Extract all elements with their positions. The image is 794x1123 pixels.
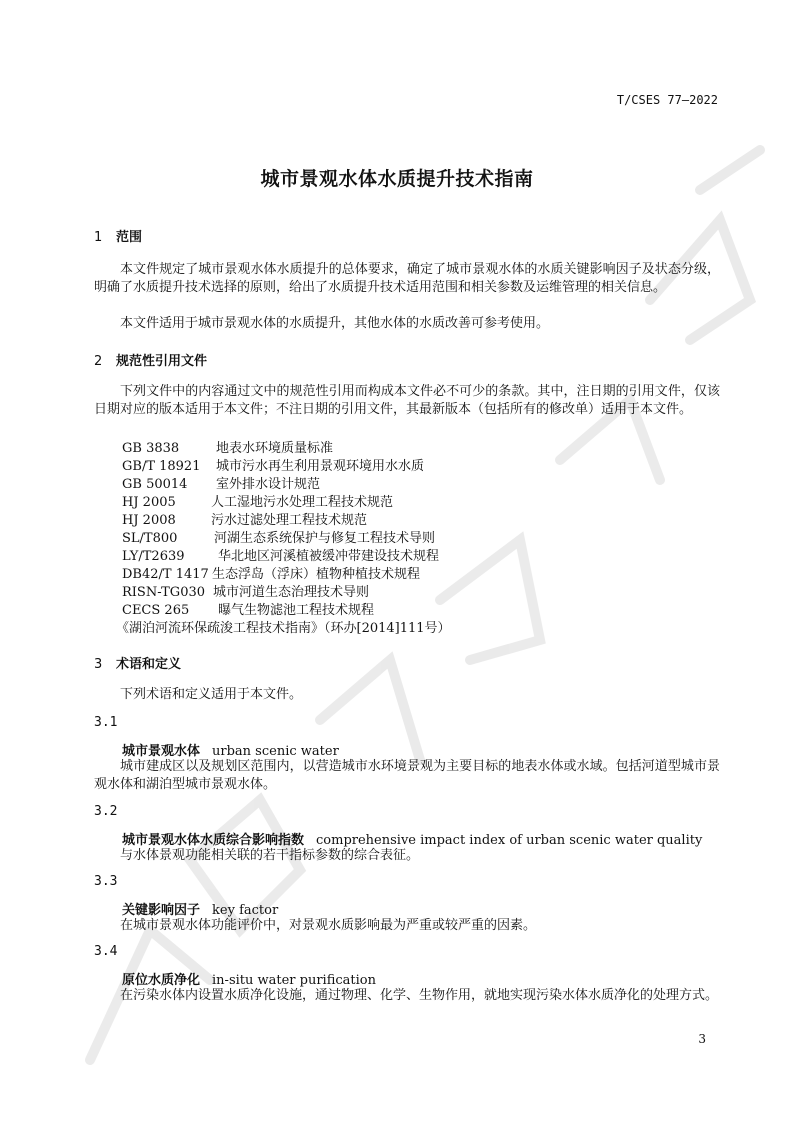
reference-name: 人工湿地污水处理工程技术规范 bbox=[211, 495, 394, 510]
section-title: 规范性引用文件 bbox=[116, 354, 208, 369]
section-3-heading bbox=[94, 653, 181, 672]
reference-item bbox=[122, 473, 320, 492]
reference-item bbox=[122, 527, 435, 546]
reference-code: GB 3838 bbox=[122, 441, 180, 456]
reference-name: 室外排水设计规范 bbox=[216, 477, 321, 492]
section-1-heading bbox=[94, 226, 142, 245]
term-definition: 在污染水体内设置水质净化设施，通过物理、化学、生物作用，就地实现污染水体水质净化的处理方式。 bbox=[120, 988, 719, 1003]
reference-name: 污水过滤处理工程技术规范 bbox=[211, 513, 368, 528]
term-heading bbox=[122, 969, 376, 988]
reference-item bbox=[122, 437, 333, 456]
reference-item bbox=[122, 581, 369, 600]
term-en: key factor bbox=[212, 903, 279, 918]
reference-name: 地表水环境质量标准 bbox=[216, 441, 334, 456]
reference-code: HJ 2005 bbox=[122, 495, 176, 510]
reference-item: 《湖泊河流环保疏浚工程技术指南》（环办[2014]111号） bbox=[116, 621, 451, 636]
section-title: 范围 bbox=[116, 230, 143, 245]
reference-name: 曝气生物滤池工程技术规程 bbox=[218, 603, 375, 618]
document-title: 城市景观水体水质提升技术指南 bbox=[260, 168, 534, 190]
term-heading bbox=[122, 899, 278, 918]
section-title: 术语和定义 bbox=[116, 657, 182, 672]
term-heading bbox=[122, 740, 339, 759]
reference-name: 城市河道生态治理技术导则 bbox=[213, 585, 370, 600]
paragraph: 下列术语和定义适用于本文件。 bbox=[120, 687, 303, 702]
section-2-heading bbox=[94, 350, 207, 369]
term-number: 3.2 bbox=[94, 804, 118, 819]
term-number: 3.1 bbox=[94, 715, 118, 730]
term-en: in-situ water purification bbox=[212, 973, 376, 988]
reference-item bbox=[122, 509, 367, 528]
reference-code: CECS 265 bbox=[122, 603, 190, 618]
term-zh: 关键影响因子 bbox=[122, 903, 201, 918]
term-zh: 城市景观水体水质综合影响指数 bbox=[122, 833, 305, 848]
term-definition: 与水体景观功能相关联的若干指标参数的综合表征。 bbox=[120, 848, 420, 863]
term-en: urban scenic water bbox=[212, 744, 339, 759]
term-number: 3.3 bbox=[94, 874, 118, 889]
section-number: 2 bbox=[94, 354, 103, 369]
term-heading bbox=[122, 829, 702, 848]
reference-item bbox=[122, 545, 439, 564]
reference-code: LY/T2639 bbox=[122, 549, 185, 564]
term-number: 3.4 bbox=[94, 944, 118, 959]
paragraph: 下列文件中的内容通过文中的规范性引用而构成本文件必不可少的条款。其中，注日期的引用文件，仅该日期对应的版本适用于本文件；不注日期的引用文件，其最新版本（包括所有的修改单）适用于本文件。 bbox=[94, 384, 720, 417]
reference-name: 生态浮岛（浮床）植物种植技术规程 bbox=[212, 567, 421, 582]
reference-item bbox=[122, 563, 420, 582]
document-number: T/CSES 77—2022 bbox=[616, 93, 718, 107]
term-definition: 在城市景观水体功能评价中，对景观水质影响最为严重或较严重的因素。 bbox=[120, 918, 537, 933]
reference-code: DB42/T 1417 bbox=[122, 567, 209, 582]
reference-name: 城市污水再生利用景观环境用水水质 bbox=[216, 459, 425, 474]
term-definition: 城市建成区以及规划区范围内，以营造城市水环境景观为主要目标的地表水体或水域。包括河道型城市景观水体和湖泊型城市景观水体。 bbox=[94, 759, 720, 792]
reference-code: HJ 2008 bbox=[122, 513, 176, 528]
paragraph: 本文件适用于城市景观水体的水质提升，其他水体的水质改善可参考使用。 bbox=[120, 316, 550, 331]
reference-item bbox=[122, 491, 393, 510]
section-number: 3 bbox=[94, 657, 103, 672]
section-number: 1 bbox=[94, 230, 103, 245]
reference-code: GB 50014 bbox=[122, 477, 188, 492]
reference-code: RISN-TG030 bbox=[122, 585, 206, 600]
term-en: comprehensive impact index of urban scenic water quality bbox=[316, 833, 703, 848]
term-zh: 原位水质净化 bbox=[122, 973, 201, 988]
reference-item bbox=[122, 599, 374, 618]
term-zh: 城市景观水体 bbox=[122, 744, 201, 759]
reference-code: SL/T800 bbox=[122, 531, 178, 546]
reference-item bbox=[122, 455, 424, 474]
reference-name: 华北地区河溪植被缓冲带建设技术规程 bbox=[218, 549, 440, 564]
reference-code: GB/T 18921 bbox=[122, 459, 201, 474]
page-number: 3 bbox=[698, 1032, 706, 1046]
reference-name: 河湖生态系统保护与修复工程技术导则 bbox=[214, 531, 436, 546]
paragraph: 本文件规定了城市景观水体水质提升的总体要求，确定了城市景观水体的水质关键影响因子及状态分级，明确了水质提升技术选择的原则，给出了水质提升技术适用范围和相关参数及运维管理的相关信息。 bbox=[94, 262, 720, 295]
